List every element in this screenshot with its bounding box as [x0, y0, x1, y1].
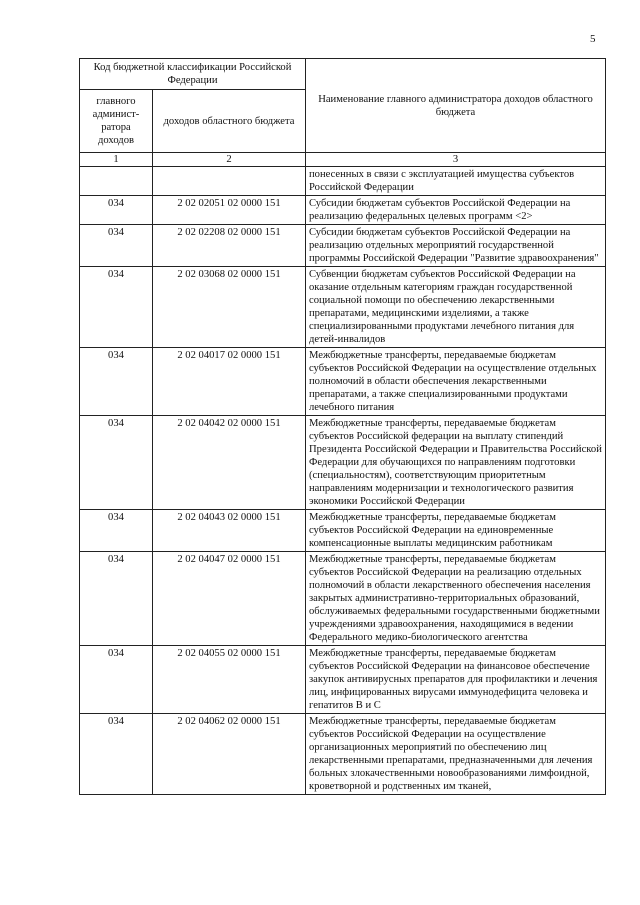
income-code-cell: 2 02 04055 02 0000 151 — [153, 646, 306, 714]
description-cell: Межбюджетные трансферты, передаваемые бюджетам субъектов Российской федерации на выплату стипендий Президента Российской Федерации и Правительства Российской Федерации для обучающихся по направлениям подготовки (специальностям), соответствующим приоритетным направлениям модернизации и технологического развития экономики Российской Федерации — [306, 416, 606, 510]
description-cell: Межбюджетные трансферты, передаваемые бюджетам субъектов Российской Федерации на финансовое обеспечение закупок антивирусных препаратов для профилактики и лечения лиц, инфицированных вирусами иммунодефицита человека и гепатитов В и С — [306, 646, 606, 714]
admin-code-cell: 034 — [80, 714, 153, 795]
description-cell: Субвенции бюджетам субъектов Российской Федерации на оказание отдельным категориям граждан государственной социальной помощи по обеспечению лекарственными препаратами, медицинскими изделиями, а также специализированными продуктами лечебного питания для детей-инвалидов — [306, 267, 606, 348]
income-code-cell: 2 02 02208 02 0000 151 — [153, 225, 306, 267]
code-group-header: Код бюджетной классификации Российской Федерации — [80, 59, 306, 90]
admin-code-cell: 034 — [80, 552, 153, 646]
table-row — [80, 510, 606, 552]
income-code-cell: 2 02 02051 02 0000 151 — [153, 196, 306, 225]
description-cell: Межбюджетные трансферты, передаваемые бюджетам субъектов Российской Федерации на осуществление организационных мероприятий по обеспечению лиц лекарственными препаратами, предназначенными для лечения больных злокачественными новообразованиями лимфоидной, кроветворной и родственных им тканей, — [306, 714, 606, 795]
description-cell: Межбюджетные трансферты, передаваемые бюджетам субъектов Российской Федерации на осуществление отдельных полномочий в области обеспечения лекарственными препаратами, а также специализированными продуктами лечебного питания — [306, 348, 606, 416]
budget-classification-table — [79, 58, 606, 795]
income-code-cell: 2 02 04017 02 0000 151 — [153, 348, 306, 416]
income-code-cell — [153, 167, 306, 196]
income-code-cell: 2 02 04047 02 0000 151 — [153, 552, 306, 646]
admin-code-cell — [80, 167, 153, 196]
table-row — [80, 225, 606, 267]
admin-code-cell: 034 — [80, 510, 153, 552]
admin-code-cell: 034 — [80, 646, 153, 714]
table-row — [80, 416, 606, 510]
income-code-cell: 2 02 04042 02 0000 151 — [153, 416, 306, 510]
admin-code-cell: 034 — [80, 416, 153, 510]
table-row — [80, 646, 606, 714]
table-row — [80, 552, 606, 646]
income-code-cell: 2 02 03068 02 0000 151 — [153, 267, 306, 348]
column-number-3: 3 — [306, 153, 606, 167]
table-row — [80, 196, 606, 225]
description-cell: Субсидии бюджетам субъектов Российской Федерации на реализацию федеральных целевых программ <2> — [306, 196, 606, 225]
income-column-header: доходов областного бюджета — [153, 90, 306, 153]
admin-column-header: главного админист-ратора доходов — [80, 90, 153, 153]
admin-code-cell: 034 — [80, 225, 153, 267]
admin-code-cell: 034 — [80, 267, 153, 348]
admin-code-cell: 034 — [80, 196, 153, 225]
income-code-cell: 2 02 04043 02 0000 151 — [153, 510, 306, 552]
name-column-header: Наименование главного администратора доходов областного бюджета — [306, 59, 606, 153]
admin-code-cell: 034 — [80, 348, 153, 416]
page-number: 5 — [590, 33, 596, 45]
table-row — [80, 714, 606, 795]
column-number-1: 1 — [80, 153, 153, 167]
table-row — [80, 267, 606, 348]
income-code-cell: 2 02 04062 02 0000 151 — [153, 714, 306, 795]
description-cell: Межбюджетные трансферты, передаваемые бюджетам субъектов Российской Федерации на реализацию отдельных полномочий в области лекарственного обеспечения населения закрытых административно-территориальных образований, обслуживаемых федеральными государственными бюджетными учреждениями здравоохранения, находящимися в ведении Федерального медико-биологического агентства — [306, 552, 606, 646]
description-cell: понесенных в связи с эксплуатацией имущества субъектов Российской Федерации — [306, 167, 606, 196]
table-row — [80, 167, 606, 196]
column-number-2: 2 — [153, 153, 306, 167]
table-row — [80, 348, 606, 416]
description-cell: Субсидии бюджетам субъектов Российской Федерации на реализацию отдельных мероприятий государственной программы Российской Федерации "Развитие здравоохранения" — [306, 225, 606, 267]
description-cell: Межбюджетные трансферты, передаваемые бюджетам субъектов Российской Федерации на единовременные компенсационные выплаты медицинским работникам — [306, 510, 606, 552]
